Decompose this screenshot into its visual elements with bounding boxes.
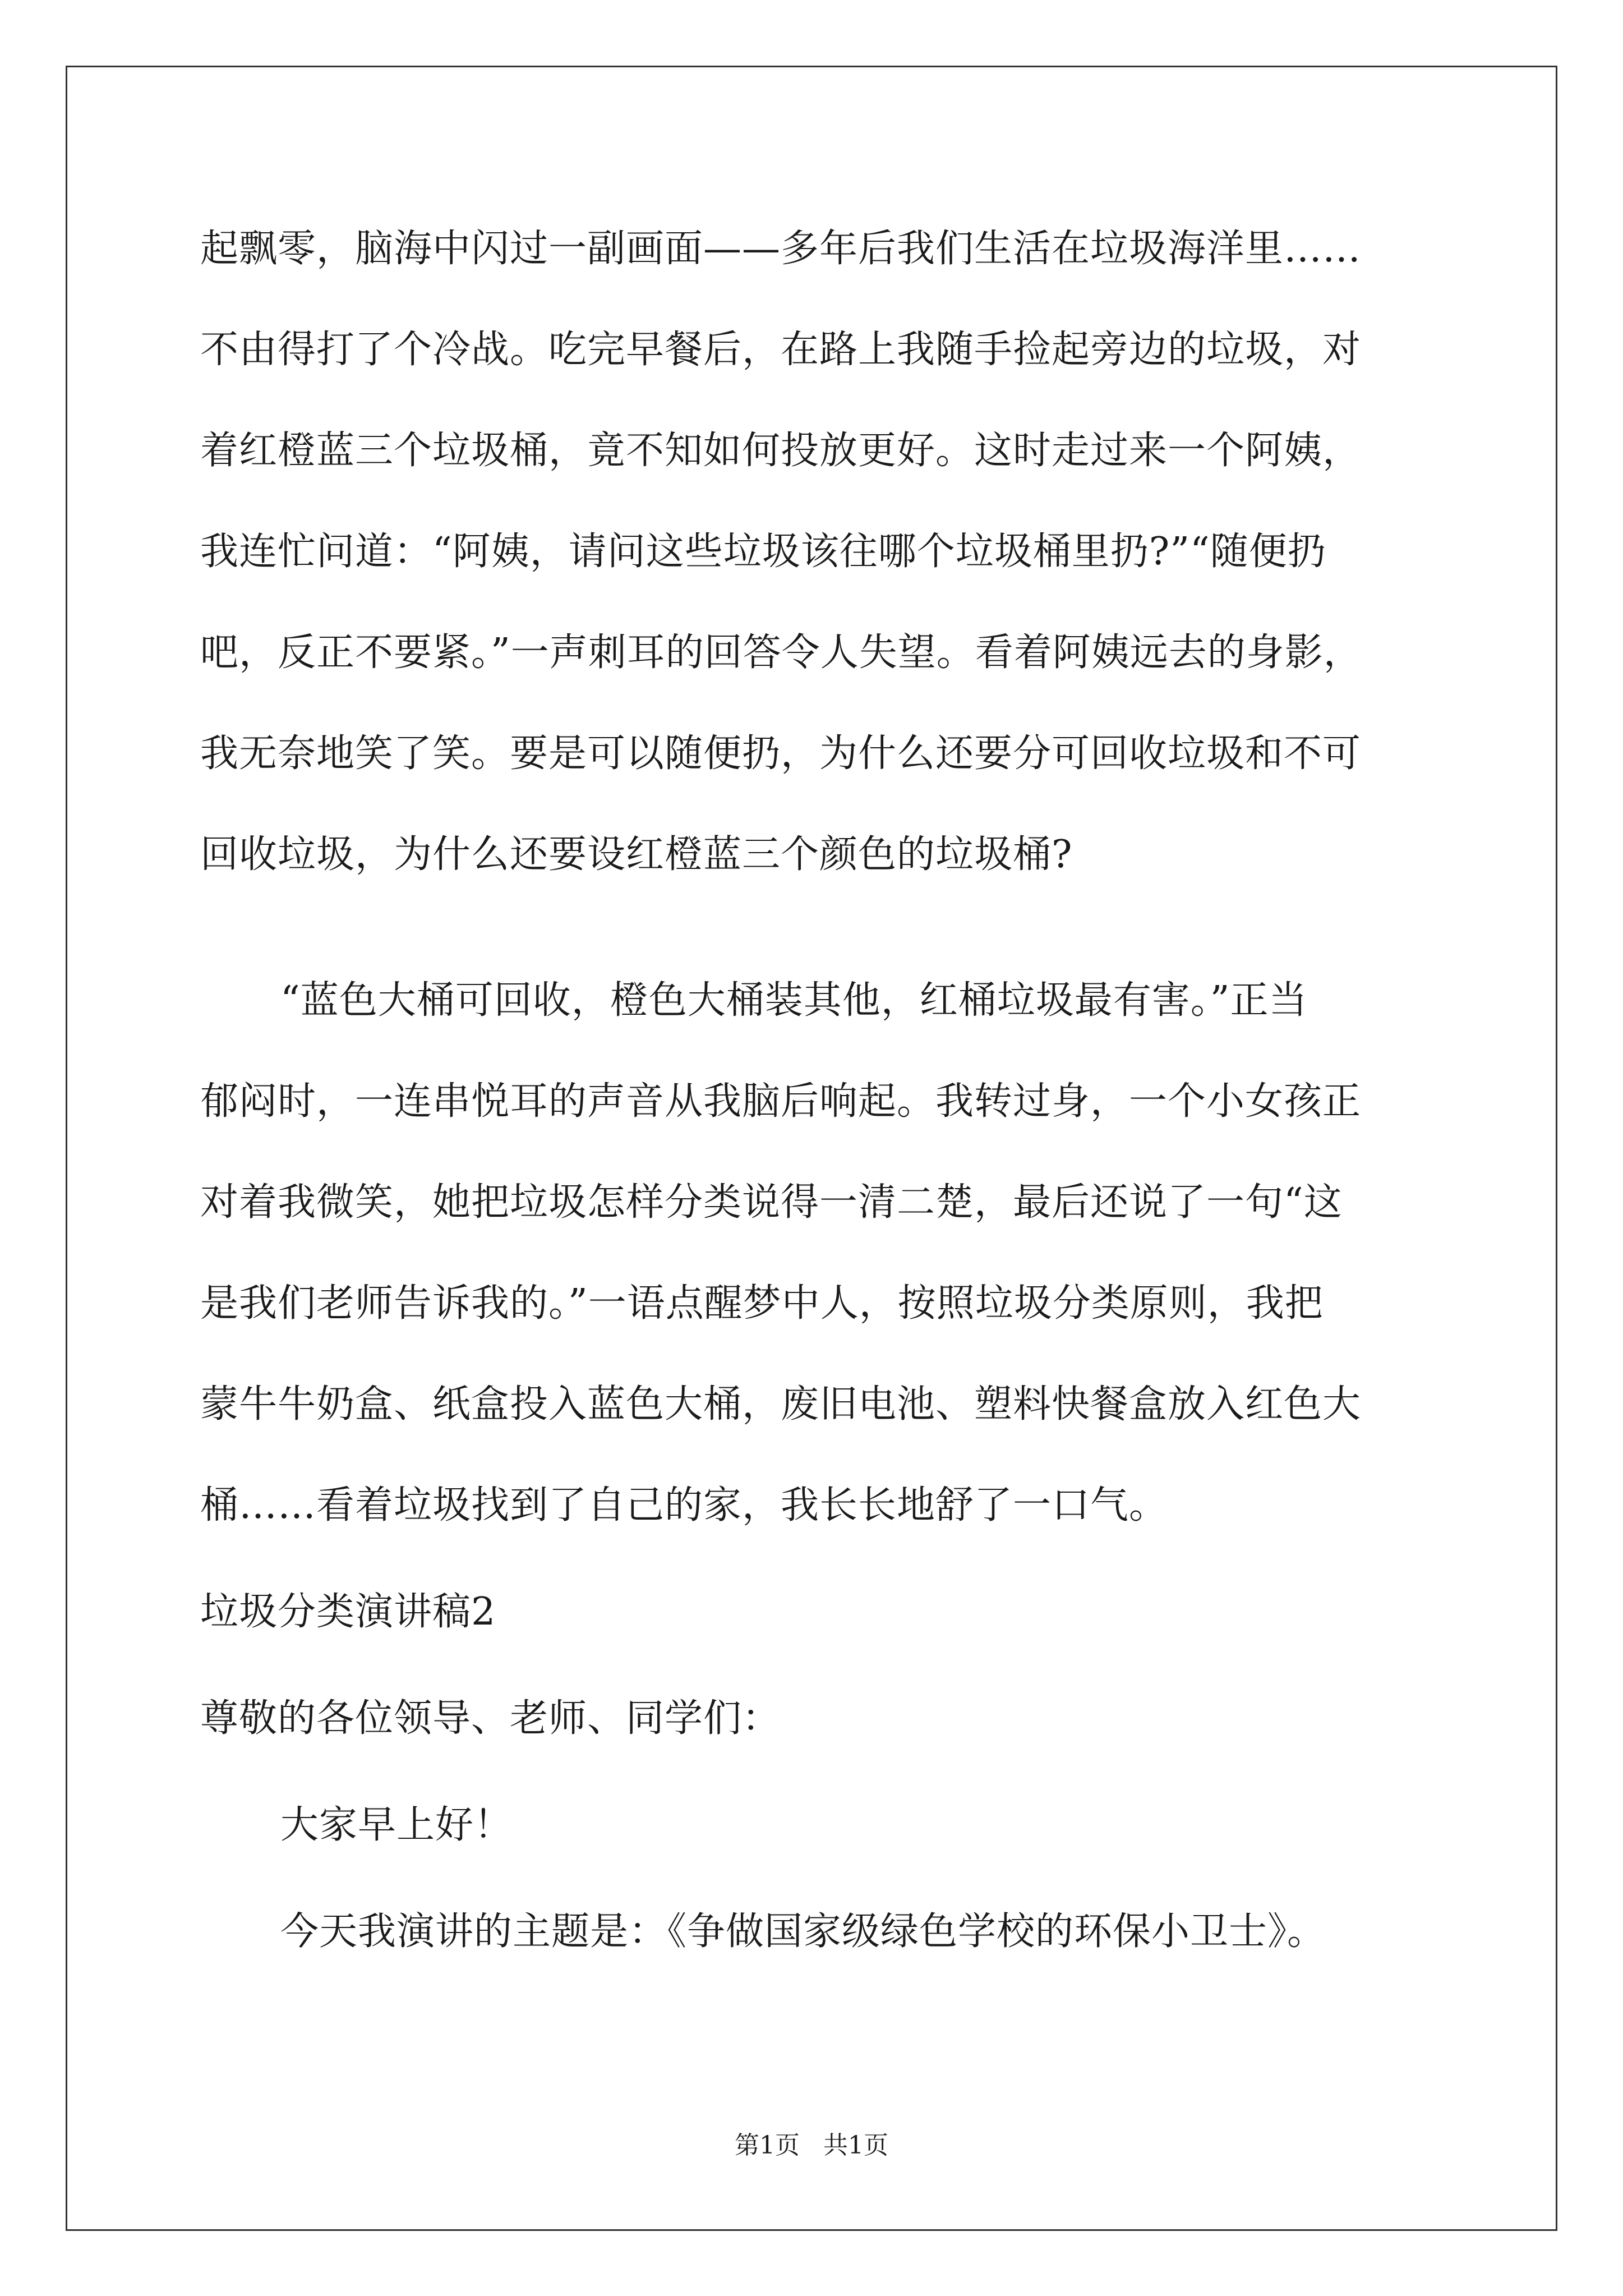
text-line: 郁闷时，一连串悦耳的声音从我脑后响起。我转过身，一个小女孩正: [200, 1079, 1362, 1124]
topic-line: 今天我演讲的主题是：《争做国家级绿色学校的环保小卫士》。: [280, 1910, 1326, 1954]
text-line: 我无奈地笑了笑。要是可以随便扔，为什么还要分可回收垃圾和不可: [200, 731, 1362, 776]
text-line: 我连忙问道：“阿姨，请问这些垃圾该往哪个垃圾桶里扔?”“随便扔: [200, 530, 1326, 574]
text-line: 不由得打了个冷战。吃完早餐后，在路上我随手捡起旁边的垃圾，对: [200, 328, 1362, 372]
text-line: 桶……看着垃圾找到了自己的家，我长长地舒了一口气。: [200, 1483, 1168, 1527]
text-line: 吧，反正不要紧。”一声刺耳的回答令人失望。看着阿姨远去的身影，: [200, 631, 1362, 675]
text-line: 起飘零，脑海中闪过一副画面——多年后我们生活在垃圾海洋里……: [200, 227, 1362, 271]
section-heading: 垃圾分类演讲稿2: [200, 1590, 496, 1634]
greeting: 大家早上好！: [280, 1803, 513, 1847]
page-footer: 第1页 共1页: [735, 2131, 888, 2160]
page-border: [66, 66, 1557, 2231]
text-line: 回收垃圾，为什么还要设红橙蓝三个颜色的垃圾桶?: [200, 832, 1073, 877]
text-line: 蒙牛牛奶盒、纸盒投入蓝色大桶，废旧电池、塑料快餐盒放入红色大: [200, 1382, 1362, 1427]
text-line: 是我们老师告诉我的。”一语点醒梦中人，按照垃圾分类原则，我把: [200, 1281, 1324, 1326]
text-line: “蓝色大桶可回收，橙色大桶装其他，红桶垃圾最有害。”正当: [280, 978, 1308, 1023]
text-line: 对着我微笑，她把垃圾怎样分类说得一清二楚，最后还说了一句“这: [200, 1180, 1343, 1225]
text-line: 着红橙蓝三个垃圾桶，竟不知如何投放更好。这时走过来一个阿姨，: [200, 429, 1362, 473]
salutation: 尊敬的各位领导、老师、同学们：: [200, 1696, 781, 1741]
